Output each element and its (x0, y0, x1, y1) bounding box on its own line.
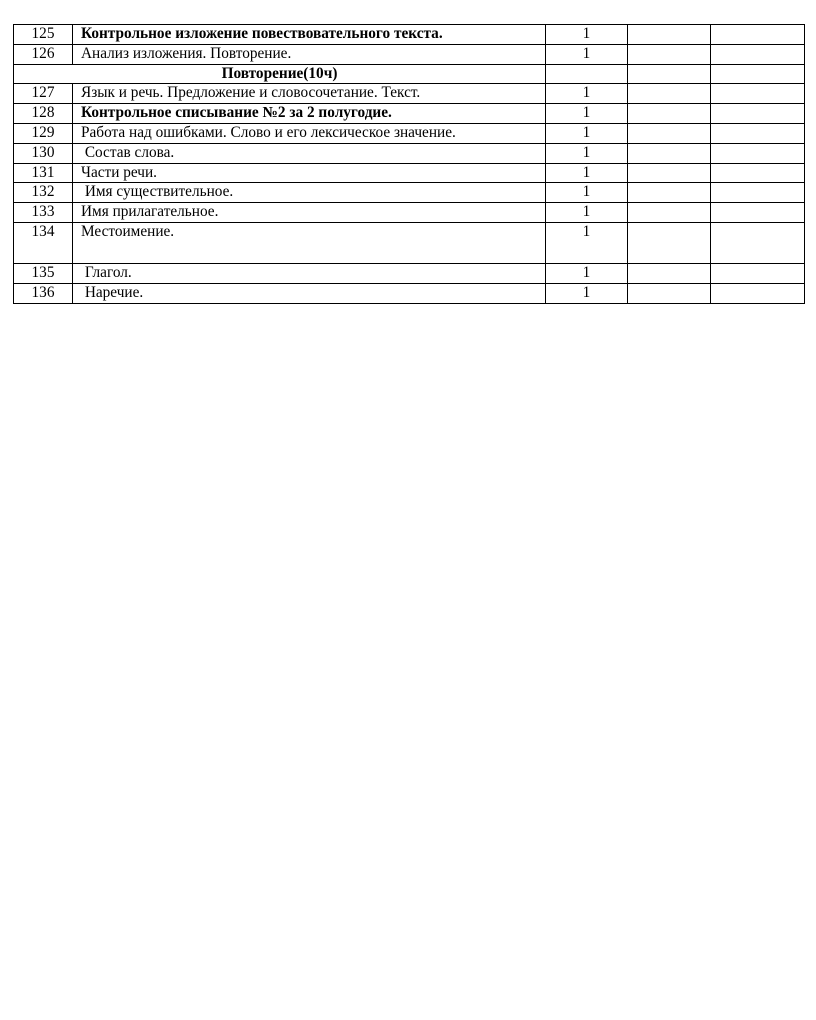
section-empty-cell (546, 64, 628, 84)
planned-date-cell (628, 183, 711, 203)
lesson-topic: Анализ изложения. Повторение. (73, 44, 546, 64)
lesson-topic: Глагол. (73, 263, 546, 283)
lesson-hours: 1 (546, 203, 628, 223)
actual-date-cell (711, 44, 805, 64)
section-empty-cell (711, 64, 805, 84)
lesson-hours: 1 (546, 25, 628, 45)
lesson-number: 136 (14, 283, 73, 303)
lesson-topic: Наречие. (73, 283, 546, 303)
planned-date-cell (628, 263, 711, 283)
lesson-number: 135 (14, 263, 73, 283)
lesson-hours: 1 (546, 163, 628, 183)
lesson-number: 130 (14, 143, 73, 163)
table-row (14, 44, 805, 64)
lesson-topic: Местоимение. (73, 222, 546, 263)
planned-date-cell (628, 25, 711, 45)
actual-date-cell (711, 25, 805, 45)
section-empty-cell (628, 64, 711, 84)
lesson-number: 133 (14, 203, 73, 223)
lesson-topic: Имя существительное. (73, 183, 546, 203)
actual-date-cell (711, 283, 805, 303)
actual-date-cell (711, 183, 805, 203)
planned-date-cell (628, 123, 711, 143)
lesson-hours: 1 (546, 123, 628, 143)
actual-date-cell (711, 143, 805, 163)
lesson-number: 127 (14, 84, 73, 104)
actual-date-cell (711, 123, 805, 143)
table-row (14, 263, 805, 283)
lesson-topic: Контрольное списывание №2 за 2 полугодие. (73, 104, 546, 124)
table-row (14, 222, 805, 263)
lesson-hours: 1 (546, 283, 628, 303)
table-row (14, 143, 805, 163)
lesson-hours: 1 (546, 44, 628, 64)
table-row (14, 25, 805, 45)
planned-date-cell (628, 283, 711, 303)
table-row (14, 104, 805, 124)
planned-date-cell (628, 222, 711, 263)
actual-date-cell (711, 163, 805, 183)
lesson-hours: 1 (546, 104, 628, 124)
lesson-hours: 1 (546, 222, 628, 263)
actual-date-cell (711, 263, 805, 283)
table-row (14, 183, 805, 203)
lesson-hours: 1 (546, 263, 628, 283)
planned-date-cell (628, 163, 711, 183)
lesson-topic: Состав слова. (73, 143, 546, 163)
lesson-hours: 1 (546, 84, 628, 104)
table-row (14, 163, 805, 183)
lesson-topic: Язык и речь. Предложение и словосочетание. Текст. (73, 84, 546, 104)
lesson-number: 134 (14, 222, 73, 263)
actual-date-cell (711, 84, 805, 104)
section-header-row (14, 64, 805, 84)
table-row (14, 84, 805, 104)
lesson-number: 132 (14, 183, 73, 203)
planned-date-cell (628, 203, 711, 223)
section-title: Повторение(10ч) (14, 64, 546, 84)
table-row (14, 203, 805, 223)
lesson-topic: Контрольное изложение повествовательного текста. (73, 25, 546, 45)
table-row (14, 123, 805, 143)
lesson-number: 128 (14, 104, 73, 124)
planned-date-cell (628, 44, 711, 64)
table-row (14, 283, 805, 303)
lesson-number: 129 (14, 123, 73, 143)
planned-date-cell (628, 104, 711, 124)
lesson-topic: Части речи. (73, 163, 546, 183)
actual-date-cell (711, 203, 805, 223)
planned-date-cell (628, 84, 711, 104)
lesson-topic: Работа над ошибками. Слово и его лексическое значение. (73, 123, 546, 143)
actual-date-cell (711, 104, 805, 124)
lesson-topic: Имя прилагательное. (73, 203, 546, 223)
lesson-hours: 1 (546, 183, 628, 203)
lesson-number: 131 (14, 163, 73, 183)
lesson-number: 125 (14, 25, 73, 45)
lesson-plan-table (13, 24, 805, 304)
planned-date-cell (628, 143, 711, 163)
document-page (13, 24, 804, 304)
actual-date-cell (711, 222, 805, 263)
lesson-hours: 1 (546, 143, 628, 163)
lesson-number: 126 (14, 44, 73, 64)
